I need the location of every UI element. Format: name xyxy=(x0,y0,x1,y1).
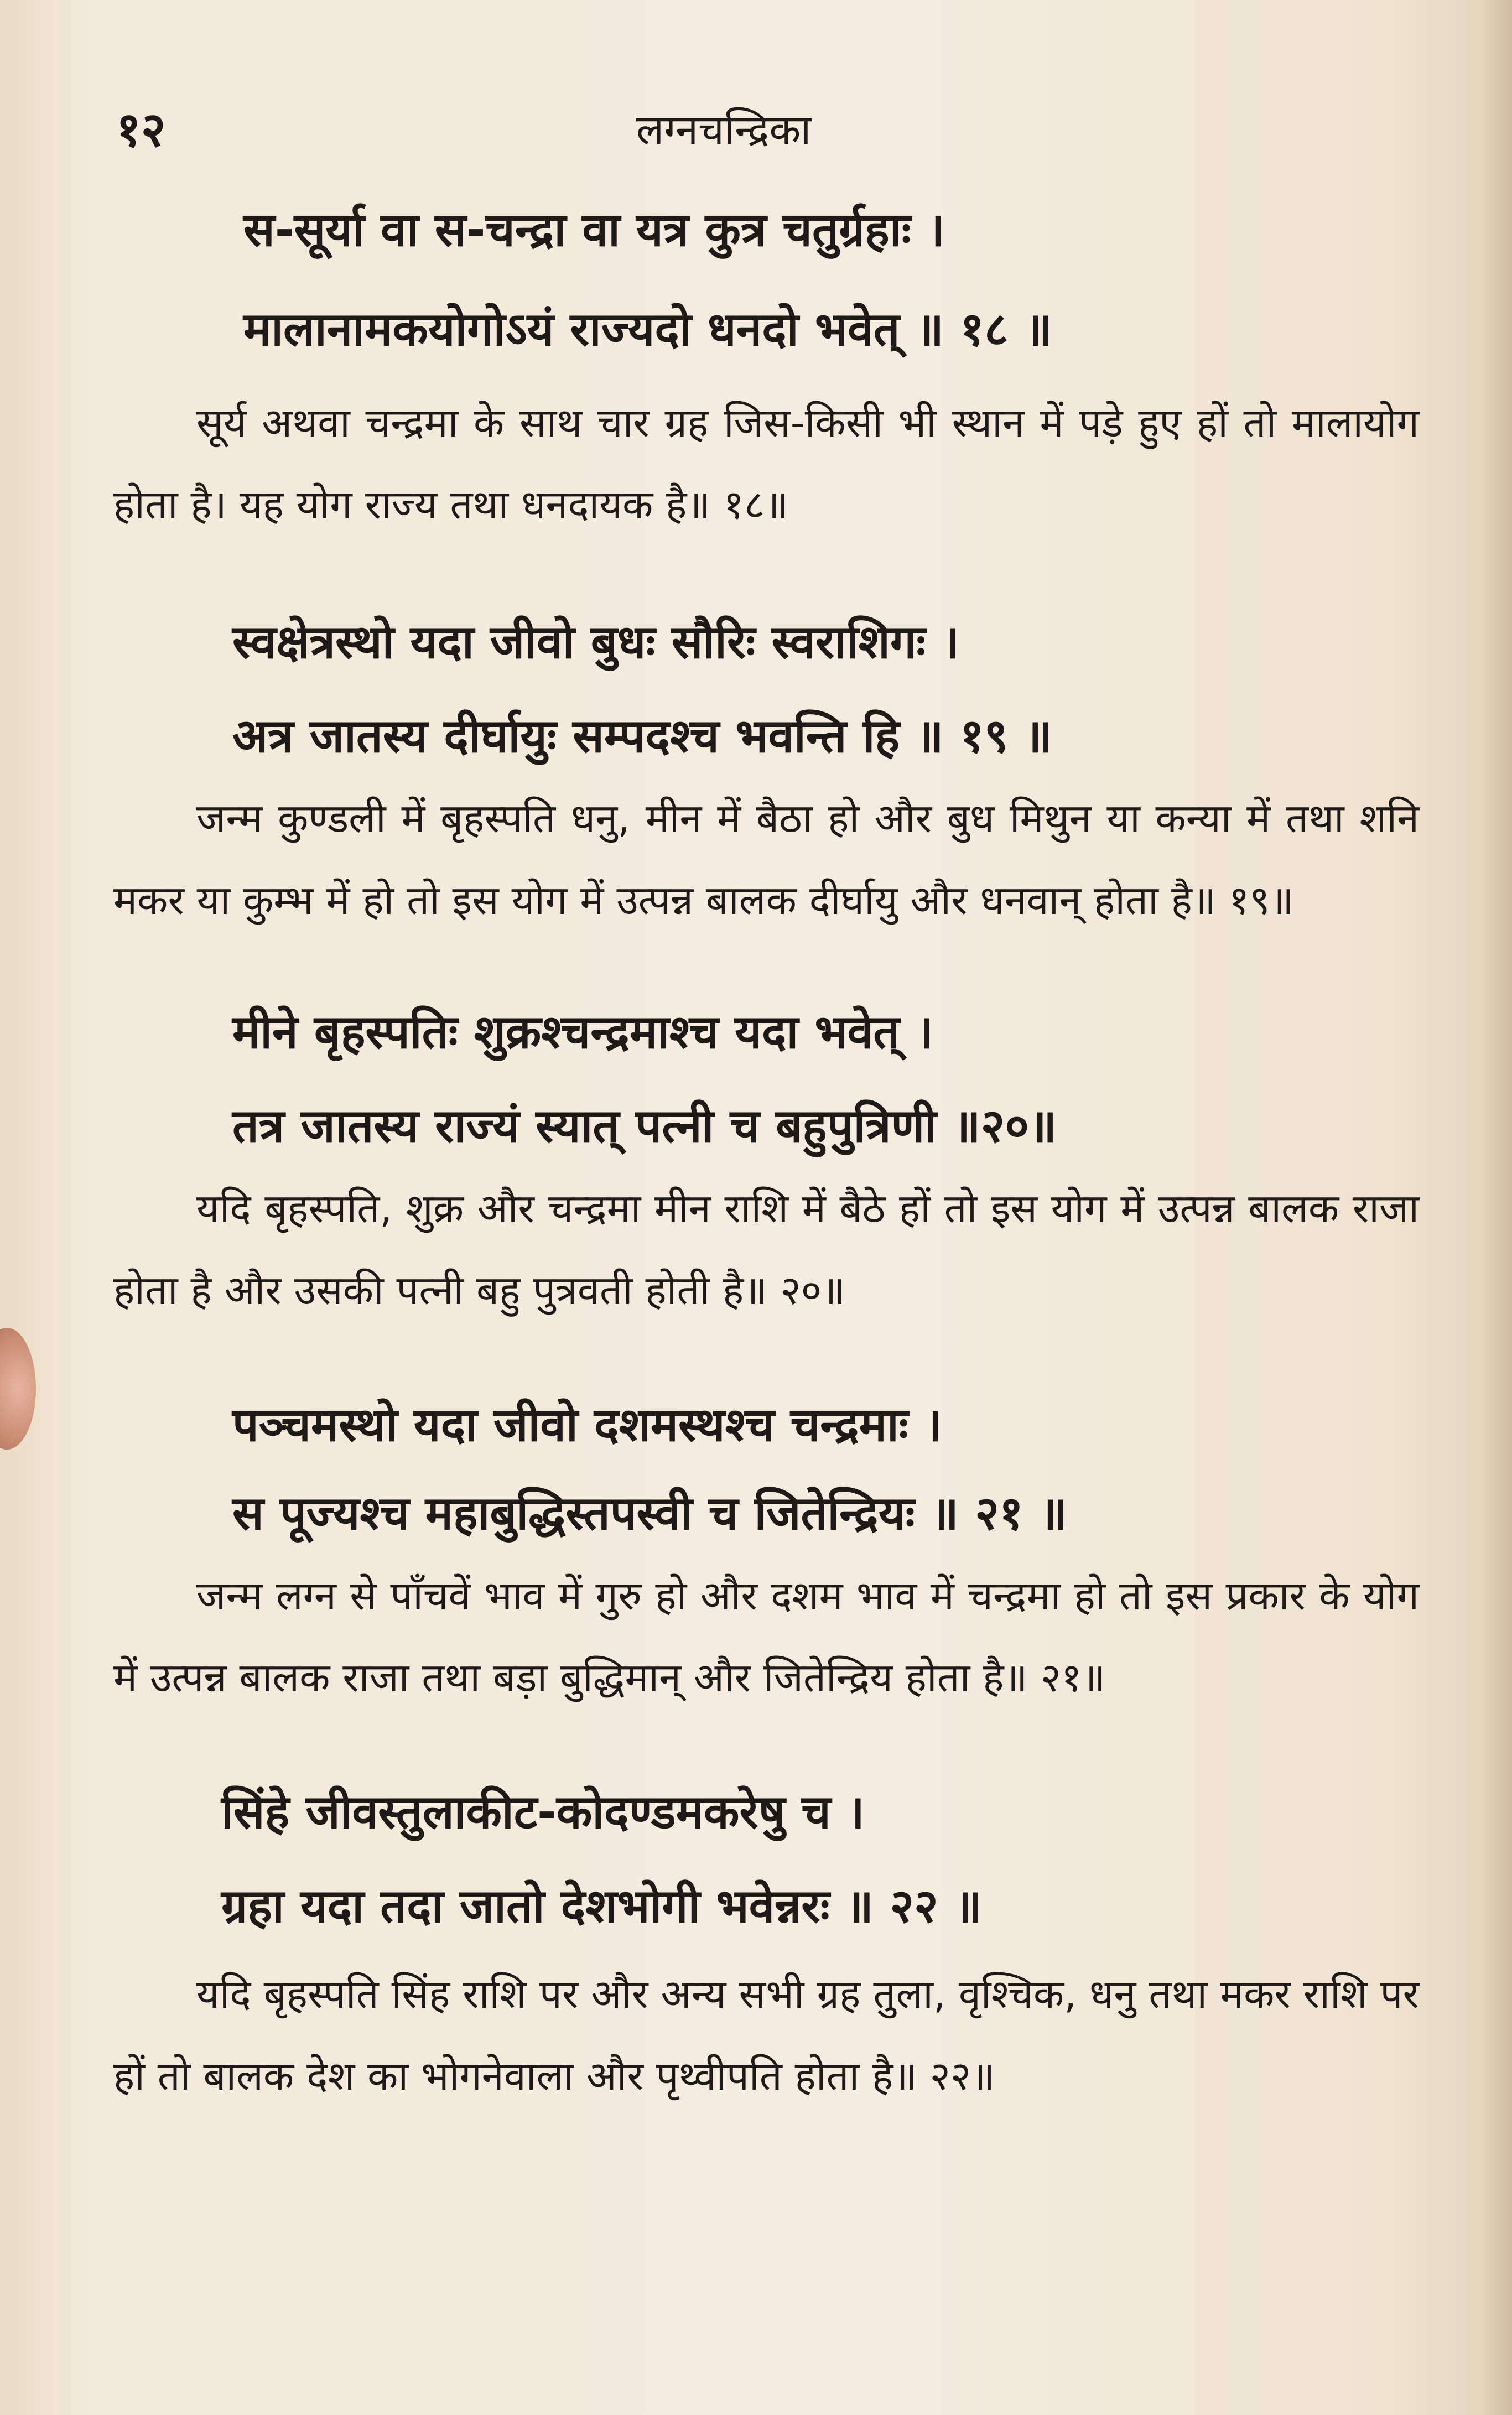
commentary-20 xyxy=(113,1167,1419,1331)
running-title: लग्नचन्द्रिका xyxy=(636,106,812,154)
commentary-19-text: जन्म कुण्डली में बृहस्पति धनु, मीन में बैठा हो और बुध मिथुन या कन्या में तथा शनि मकर या कुम्भ में हो तो इस योग में उत्पन्न बालक दीर्घायु और धनवान् होता है॥ १९॥ xyxy=(113,795,1419,923)
commentary-20-text: यदि बृहस्पति, शुक्र और चन्द्रमा मीन राशि में बैठे हों तो इस योग में उत्पन्न बालक राजा होता है और उसकी पत्नी बहु पुत्रवती होती है॥ २०॥ xyxy=(113,1185,1419,1313)
commentary-21-text: जन्म लग्न से पाँचवें भाव में गुरु हो और दशम भाव में चन्द्रमा हो तो इस प्रकार के योग में उत्पन्न बालक राजा तथा बड़ा बुद्धिमान् और जितेन्द्रिय होता है॥ २१॥ xyxy=(113,1572,1419,1701)
page-edge-shadow xyxy=(1479,0,1512,2415)
verse-21-line-1: पञ्चमस्थो यदा जीवो दशमस्थश्च चन्द्रमाः । xyxy=(232,1398,942,1452)
verse-20-line-2: तत्र जातस्य राज्यं स्यात् पत्नी च बहुपुत्रिणी ॥२०॥ xyxy=(232,1099,1057,1153)
thumb-holding-page xyxy=(0,1328,36,1450)
commentary-18-text: सूर्य अथवा चन्द्रमा के साथ चार ग्रह जिस-किसी भी स्थान में पड़े हुए हों तो मालायोग होता है। यह योग राज्य तथा धनदायक है॥ १८॥ xyxy=(113,399,1419,528)
commentary-19 xyxy=(113,777,1419,941)
verse-21-line-2: स पूज्यश्च महाबुद्धिस्तपस्वी च जितेन्द्रियः ॥ २१ ॥ xyxy=(232,1486,1068,1540)
page-header xyxy=(0,100,1512,160)
verse-22-line-2: ग्रहा यदा तदा जातो देशभोगी भवेन्नरः ॥ २२ ॥ xyxy=(221,1879,983,1933)
commentary-22 xyxy=(113,1953,1419,2117)
commentary-22-text: यदि बृहस्पति सिंह राशि पर और अन्य सभी ग्रह तुला, वृश्चिक, धनु तथा मकर राशि पर हों तो बालक देश का भोगनेवाला और पृथ्वीपति होता है॥ २२॥ xyxy=(113,1971,1419,2099)
verse-20-line-1: मीने बृहस्पतिः शुक्रश्चन्द्रमाश्च यदा भवेत् । xyxy=(232,1005,934,1059)
commentary-21 xyxy=(113,1555,1419,1718)
verse-19-line-2: अत्र जातस्य दीर्घायुः सम्पदश्च भवन्ति हि ॥ १९ ॥ xyxy=(232,709,1052,763)
commentary-18 xyxy=(113,382,1419,546)
verse-22-line-1: सिंहे जीवस्तुलाकीट-कोदण्डमकरेषु च । xyxy=(221,1785,865,1839)
verse-18-line-2: मालानामकयोगोऽयं राज्यदो धनदो भवेत् ॥ १८ ॥ xyxy=(243,302,1053,356)
verse-19-line-1: स्वक्षेत्रस्थो यदा जीवो बुधः सौरिः स्वराशिगः । xyxy=(232,615,960,669)
verse-18-line-1: स-सूर्या वा स-चन्द्रा वा यत्र कुत्र चतुर्ग्रहाः । xyxy=(243,202,945,257)
page-number: १२ xyxy=(116,102,166,158)
